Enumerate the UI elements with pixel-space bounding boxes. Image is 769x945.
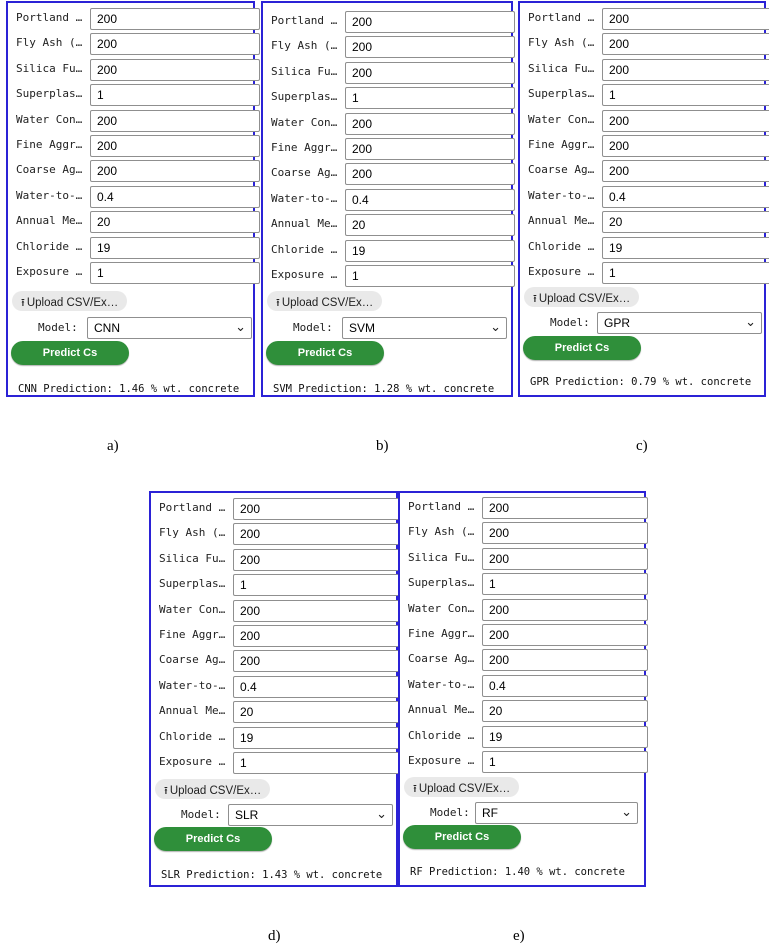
- field-input[interactable]: 1: [345, 87, 515, 109]
- upload-csv-button[interactable]: [267, 291, 382, 311]
- field-label: Silica Fu…: [159, 551, 226, 565]
- field-label: Fly Ash (…: [16, 36, 83, 50]
- upload-icon: ⭱: [276, 297, 280, 309]
- subfigure-caption: e): [513, 928, 525, 944]
- field-label: Annual Me…: [528, 214, 595, 228]
- prediction-panel: [261, 1, 513, 397]
- model-label: Model:: [181, 808, 221, 821]
- prediction-panel: [398, 491, 646, 887]
- model-label: Model:: [293, 321, 333, 334]
- prediction-result: RF Prediction: 1.40 % wt. concrete: [410, 866, 625, 878]
- field-label: Annual Me…: [271, 217, 338, 231]
- input-row: [159, 549, 403, 571]
- input-row: [271, 62, 515, 84]
- field-input[interactable]: 200: [90, 8, 260, 30]
- field-label: Fine Aggr…: [408, 627, 475, 640]
- input-row: [528, 8, 769, 30]
- field-label: Water Con…: [16, 112, 83, 126]
- field-label: Chloride …: [16, 239, 83, 253]
- field-label: Silica Fu…: [408, 550, 475, 564]
- field-input[interactable]: 200: [482, 522, 648, 544]
- field-label: Water Con…: [528, 112, 595, 126]
- subfigure-caption: b): [376, 438, 389, 454]
- input-row: [408, 522, 648, 544]
- field-label: Exposure …: [159, 755, 226, 768]
- upload-label: Upload CSV/Ex…: [418, 783, 511, 795]
- field-input[interactable]: 19: [90, 237, 260, 259]
- input-row: [528, 262, 769, 284]
- input-row: [16, 135, 260, 157]
- field-label: Fine Aggr…: [16, 138, 83, 151]
- field-input[interactable]: 1: [482, 751, 648, 773]
- subfigure-caption: c): [636, 438, 648, 454]
- input-row: [16, 84, 260, 106]
- input-row: [159, 574, 403, 596]
- field-input[interactable]: 200: [482, 497, 648, 519]
- field-label: Superplas…: [528, 87, 595, 101]
- field-label: Chloride …: [408, 728, 475, 742]
- field-input[interactable]: 1: [602, 262, 769, 284]
- field-input[interactable]: 1: [602, 84, 769, 106]
- field-input[interactable]: 1: [345, 265, 515, 287]
- field-input[interactable]: 200: [602, 33, 769, 55]
- upload-csv-button[interactable]: [524, 287, 639, 307]
- input-row: [528, 211, 769, 233]
- field-input[interactable]: 20: [602, 211, 769, 233]
- input-row: [159, 752, 403, 774]
- field-input[interactable]: 200: [90, 33, 260, 55]
- field-label: Water-to-…: [528, 188, 595, 202]
- upload-label: Upload CSV/Ex…: [281, 297, 374, 309]
- model-select[interactable]: [475, 802, 638, 824]
- input-row: [16, 8, 260, 30]
- input-row: [408, 675, 648, 697]
- field-label: Exposure …: [528, 265, 595, 278]
- input-row: [408, 726, 648, 748]
- field-input[interactable]: 0.4: [482, 675, 648, 697]
- model-label: Model:: [550, 316, 590, 329]
- field-input[interactable]: 200: [233, 600, 403, 622]
- field-input[interactable]: 19: [233, 727, 403, 749]
- input-row: [16, 237, 260, 259]
- field-label: Portland …: [159, 501, 226, 514]
- field-label: Coarse Ag…: [528, 163, 595, 177]
- field-input[interactable]: 200: [345, 36, 515, 58]
- model-select-value: SVM: [349, 321, 376, 335]
- prediction-panel: [518, 1, 766, 397]
- field-label: Portland …: [528, 11, 595, 24]
- upload-csv-button[interactable]: [155, 779, 270, 799]
- upload-icon: ⭱: [21, 297, 25, 309]
- field-input[interactable]: 20: [90, 211, 260, 233]
- field-label: Fine Aggr…: [271, 141, 338, 154]
- field-label: Water Con…: [408, 601, 475, 615]
- field-input[interactable]: 200: [233, 523, 403, 545]
- input-row: [16, 262, 260, 284]
- model-select[interactable]: [342, 317, 507, 339]
- input-row: [159, 625, 403, 647]
- field-input[interactable]: 200: [482, 599, 648, 621]
- input-row: [271, 36, 515, 58]
- field-input[interactable]: 20: [345, 214, 515, 236]
- field-input[interactable]: 200: [345, 163, 515, 185]
- prediction-result: SVM Prediction: 1.28 % wt. concrete: [273, 383, 495, 395]
- input-row: [408, 751, 648, 773]
- field-input[interactable]: 200: [233, 625, 403, 647]
- prediction-result: CNN Prediction: 1.46 % wt. concrete: [18, 383, 240, 395]
- input-row: [528, 135, 769, 157]
- field-input[interactable]: 19: [345, 240, 515, 262]
- field-input[interactable]: 200: [345, 113, 515, 135]
- input-row: [408, 599, 648, 621]
- input-row: [408, 573, 648, 595]
- input-row: [271, 163, 515, 185]
- input-row: [159, 498, 403, 520]
- field-input[interactable]: 200: [345, 62, 515, 84]
- field-input[interactable]: 200: [90, 110, 260, 132]
- upload-icon: ⭱: [533, 293, 537, 305]
- input-row: [271, 240, 515, 262]
- predict-button[interactable]: Predict Cs: [154, 827, 272, 851]
- model-select-value: SLR: [235, 808, 259, 822]
- field-input[interactable]: 1: [482, 573, 648, 595]
- input-row: [408, 548, 648, 570]
- field-input[interactable]: 200: [482, 649, 648, 671]
- field-input[interactable]: 200: [90, 135, 260, 157]
- field-input[interactable]: 20: [482, 700, 648, 722]
- field-label: Coarse Ag…: [159, 653, 226, 667]
- model-select[interactable]: [228, 804, 393, 826]
- field-label: Chloride …: [528, 239, 595, 253]
- field-label: Superplas…: [408, 576, 475, 590]
- input-row: [271, 214, 515, 236]
- prediction-result: SLR Prediction: 1.43 % wt. concrete: [161, 869, 383, 881]
- input-row: [271, 11, 515, 33]
- field-label: Chloride …: [271, 242, 338, 256]
- field-label: Portland …: [408, 500, 475, 513]
- input-row: [159, 727, 403, 749]
- input-row: [159, 676, 403, 698]
- input-row: [528, 59, 769, 81]
- field-label: Exposure …: [408, 754, 475, 767]
- field-input[interactable]: 200: [602, 59, 769, 81]
- input-row: [159, 701, 403, 723]
- field-input[interactable]: 1: [90, 262, 260, 284]
- upload-label: Upload CSV/Ex…: [538, 293, 631, 305]
- input-row: [159, 650, 403, 672]
- field-label: Fine Aggr…: [159, 628, 226, 641]
- input-row: [271, 138, 515, 160]
- chevron-down-icon: ⌄: [376, 806, 387, 821]
- field-label: Exposure …: [16, 265, 83, 278]
- field-label: Fly Ash (…: [528, 36, 595, 50]
- field-input[interactable]: 1: [90, 84, 260, 106]
- input-row: [271, 113, 515, 135]
- field-label: Coarse Ag…: [271, 166, 338, 180]
- predict-button[interactable]: Predict Cs: [266, 341, 384, 365]
- field-input[interactable]: 0.4: [233, 676, 403, 698]
- field-label: Annual Me…: [159, 704, 226, 718]
- input-row: [16, 160, 260, 182]
- field-label: Water-to-…: [271, 191, 338, 205]
- field-label: Superplas…: [159, 577, 226, 591]
- input-row: [16, 33, 260, 55]
- input-row: [408, 700, 648, 722]
- prediction-panel: [6, 1, 255, 397]
- field-label: Fine Aggr…: [528, 138, 595, 151]
- upload-label: Upload CSV/Ex…: [26, 297, 119, 309]
- field-label: Fly Ash (…: [159, 526, 226, 540]
- upload-csv-button[interactable]: [404, 777, 519, 797]
- field-label: Coarse Ag…: [408, 652, 475, 666]
- model-select[interactable]: [597, 312, 762, 334]
- field-label: Superplas…: [271, 90, 338, 104]
- subfigure-caption: d): [268, 928, 281, 944]
- chevron-down-icon: ⌄: [235, 319, 246, 334]
- upload-label: Upload CSV/Ex…: [169, 785, 262, 797]
- field-label: Portland …: [271, 14, 338, 27]
- field-input[interactable]: 1: [233, 752, 403, 774]
- field-input[interactable]: 19: [482, 726, 648, 748]
- field-label: Silica Fu…: [16, 61, 83, 75]
- chevron-down-icon: ⌄: [745, 314, 756, 329]
- field-input[interactable]: 200: [482, 548, 648, 570]
- field-input[interactable]: 200: [482, 624, 648, 646]
- field-label: Water-to-…: [16, 188, 83, 202]
- input-row: [271, 189, 515, 211]
- field-input[interactable]: 19: [602, 237, 769, 259]
- input-row: [159, 523, 403, 545]
- field-input[interactable]: 200: [233, 650, 403, 672]
- prediction-panel: [149, 491, 398, 887]
- upload-csv-button[interactable]: [12, 291, 127, 311]
- field-label: Water Con…: [159, 602, 226, 616]
- model-select-value: CNN: [94, 321, 120, 335]
- chevron-down-icon: ⌄: [490, 319, 501, 334]
- field-label: Portland …: [16, 11, 83, 24]
- input-row: [16, 211, 260, 233]
- input-row: [528, 186, 769, 208]
- field-input[interactable]: 200: [345, 11, 515, 33]
- model-label: Model:: [430, 806, 470, 819]
- field-input[interactable]: 0.4: [602, 186, 769, 208]
- field-label: Silica Fu…: [528, 61, 595, 75]
- field-label: Superplas…: [16, 87, 83, 101]
- model-select[interactable]: [87, 317, 252, 339]
- upload-icon: ⭱: [413, 783, 417, 795]
- field-input[interactable]: 200: [233, 549, 403, 571]
- field-label: Fly Ash (…: [408, 525, 475, 539]
- input-row: [159, 600, 403, 622]
- field-input[interactable]: 1: [233, 574, 403, 596]
- field-input[interactable]: 20: [233, 701, 403, 723]
- input-row: [16, 59, 260, 81]
- input-row: [408, 649, 648, 671]
- model-label: Model:: [38, 321, 78, 334]
- field-input[interactable]: 200: [233, 498, 403, 520]
- input-row: [528, 84, 769, 106]
- subfigure-caption: a): [107, 438, 119, 454]
- field-label: Coarse Ag…: [16, 163, 83, 177]
- field-input[interactable]: 0.4: [90, 186, 260, 208]
- input-row: [408, 497, 648, 519]
- input-row: [16, 110, 260, 132]
- field-label: Fly Ash (…: [271, 39, 338, 53]
- prediction-result: GPR Prediction: 0.79 % wt. concrete: [530, 376, 752, 388]
- input-row: [528, 33, 769, 55]
- predict-button[interactable]: Predict Cs: [523, 336, 641, 360]
- field-label: Annual Me…: [408, 703, 475, 717]
- field-input[interactable]: 200: [602, 135, 769, 157]
- model-select-value: RF: [482, 806, 498, 820]
- model-select-value: GPR: [604, 316, 631, 330]
- field-input[interactable]: 200: [345, 138, 515, 160]
- input-row: [16, 186, 260, 208]
- field-label: Water-to-…: [408, 677, 475, 691]
- field-label: Chloride …: [159, 729, 226, 743]
- field-input[interactable]: 200: [90, 160, 260, 182]
- input-row: [271, 87, 515, 109]
- input-row: [528, 237, 769, 259]
- input-row: [408, 624, 648, 646]
- field-label: Exposure …: [271, 268, 338, 281]
- chevron-down-icon: ⌄: [621, 804, 632, 819]
- predict-button[interactable]: Predict Cs: [11, 341, 129, 365]
- upload-icon: ⭱: [164, 785, 168, 797]
- field-input[interactable]: 200: [90, 59, 260, 81]
- input-row: [271, 265, 515, 287]
- input-row: [528, 110, 769, 132]
- input-row: [528, 160, 769, 182]
- field-label: Annual Me…: [16, 214, 83, 228]
- field-label: Water Con…: [271, 115, 338, 129]
- field-input[interactable]: 200: [602, 160, 769, 182]
- field-input[interactable]: 200: [602, 110, 769, 132]
- field-input[interactable]: 200: [602, 8, 769, 30]
- field-label: Silica Fu…: [271, 64, 338, 78]
- predict-button[interactable]: Predict Cs: [403, 825, 521, 849]
- field-input[interactable]: 0.4: [345, 189, 515, 211]
- field-label: Water-to-…: [159, 678, 226, 692]
